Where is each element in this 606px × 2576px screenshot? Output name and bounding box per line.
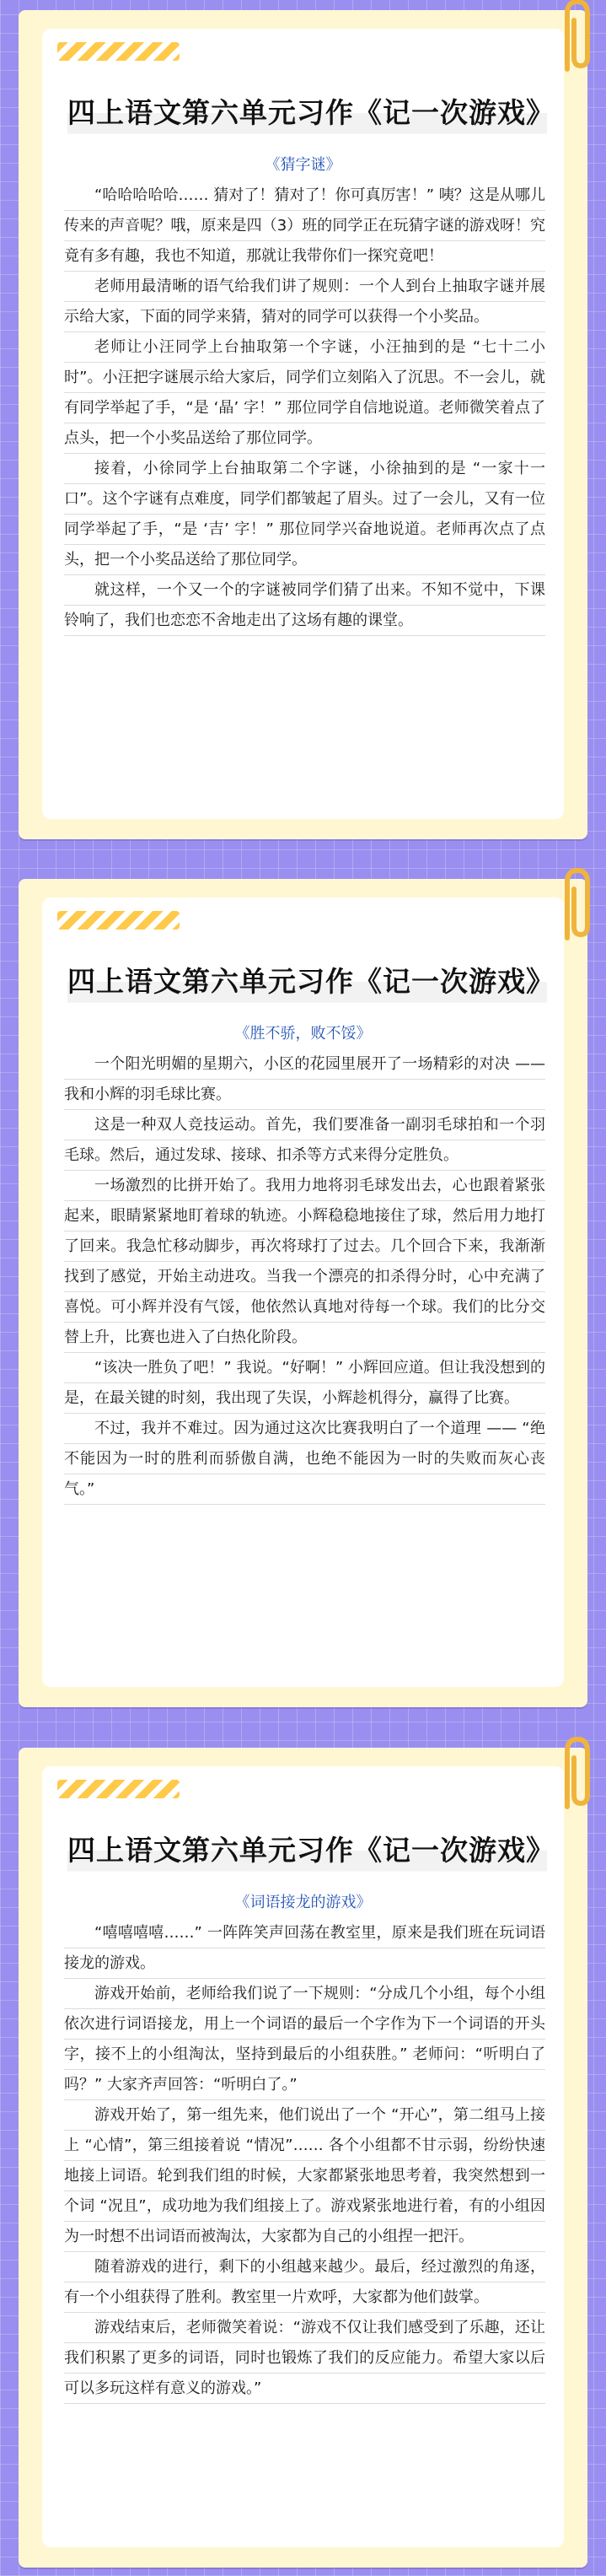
paperclip-icon <box>550 1733 604 1813</box>
essay-card-3 <box>19 1748 587 2568</box>
essay-paragraph: “嘻嘻嘻嘻……” 一阵阵笑声回荡在教室里，原来是我们班在玩词语接龙的游戏。 <box>64 1924 545 1972</box>
essay-paragraph: 不过，我并不难过。因为通过这次比赛我明白了一个道理 —— “绝不能因为一时的胜利而骄傲自满，也绝不能因为一时的失败而灰心丧气。” <box>64 1420 545 1498</box>
essay-paragraph: 就这样，一个又一个的字谜被同学们猜了出来。不知不觉中，下课铃响了，我们也恋恋不舍地走出了这场有趣的课堂。 <box>64 581 545 629</box>
paperclip-icon <box>550 864 604 945</box>
essay-body <box>64 181 545 636</box>
paperclip-icon <box>550 0 604 76</box>
essay-title: 四上语文第六单元习作《记一次游戏》 <box>67 86 547 140</box>
essay-paragraph: 这是一种双人竞技运动。首先，我们要准备一副羽毛球拍和一个羽毛球。然后，通过发球、接球、扣杀等方式来得分定胜负。 <box>64 1116 545 1164</box>
essay-paragraph: “该决一胜负了吧！” 我说。“好啊！” 小辉回应道。但让我没想到的是，在最关键的时刻，我出现了失误，小辉趁机得分，赢得了比赛。 <box>64 1359 545 1407</box>
decorative-stripes <box>57 1780 180 1798</box>
essay-subtitle: 《猜字谜》 <box>265 156 341 174</box>
essay-body <box>64 1049 545 1505</box>
essay-subtitle: 《词语接龙的游戏》 <box>234 1894 372 1911</box>
essay-paragraph: 一个阳光明媚的星期六，小区的花园里展开了一场精彩的对决 —— 我和小辉的羽毛球比赛。 <box>64 1055 545 1103</box>
essay-paragraph: 老师用最清晰的语气给我们讲了规则：一个人到台上抽取字谜并展示给大家，下面的同学来猜，猜对的同学可以获得一个小奖品。 <box>64 278 545 326</box>
essay-paragraph: 老师让小汪同学上台抽取第一个字谜，小汪抽到的是 “七十二小时”。小汪把字谜展示给大家后，同学们立刻陷入了沉思。不一会儿，就有同学举起了手，“是 ‘晶’ 字！” 那位同学自信地说道。老师微笑着点了点头，把一个小奖品送给了那位同学。 <box>64 338 545 447</box>
essay-sheet <box>42 897 564 1687</box>
decorative-stripes <box>57 911 180 930</box>
essay-paragraph: 接着，小徐同学上台抽取第二个字谜，小徐抽到的是 “一家十一口”。这个字谜有点难度，同学们都皱起了眉头。过了一会儿，又有一位同学举起了手，“是 ‘吉’ 字！” 那位同学兴奋地说道。老师再次点了点头，把一个小奖品送给了那位同学。 <box>64 460 545 569</box>
decorative-stripes <box>57 42 180 61</box>
essay-card-2 <box>19 879 587 1707</box>
essay-sheet <box>42 1766 564 2547</box>
essay-sheet <box>42 29 564 819</box>
essay-paragraph: 游戏开始了，第一组先来，他们说出了一个 “开心”，第二组马上接上 “心情”，第三组接着说 “情况”…… 各个小组都不甘示弱，纷纷快速地接上词语。轮到我们组的时候，大家都紧张地思考着，我突然想到一个词 “况且”，成功地为我们组接上了。游戏紧张地进行着，有的小组因为一时想不出词语而被淘汰，大家都为自己的小组捏一把汗。 <box>64 2106 545 2245</box>
essay-paragraph: 游戏开始前，老师给我们说了一下规则：“分成几个小组，每个小组依次进行词语接龙，用上一个词语的最后一个字作为下一个词语的开头字，接不上的小组淘汰，坚持到最后的小组获胜。” 老师问：“听明白了吗？” 大家齐声回答：“听明白了。” <box>64 1985 545 2094</box>
essay-paragraph: “哈哈哈哈哈…… 猜对了！猜对了！你可真厉害！” 咦？这是从哪儿传来的声音呢？哦，原来是四（3）班的同学正在玩猜字谜的游戏呀！究竟有多有趣，我也不知道，那就让我带你们一探究竟吧！ <box>64 186 545 265</box>
essay-body <box>64 1918 545 2404</box>
essay-paragraph: 游戏结束后，老师微笑着说：“游戏不仅让我们感受到了乐趣，还让我们积累了更多的词语，同时也锻炼了我们的反应能力。希望大家以后可以多玩这样有意义的游戏。” <box>64 2319 545 2397</box>
essay-title: 四上语文第六单元习作《记一次游戏》 <box>67 1824 547 1878</box>
essay-paragraph: 一场激烈的比拼开始了。我用力地将羽毛球发出去，心也跟着紧张起来，眼睛紧紧地盯着球的轨迹。小辉稳稳地接住了球，然后用力地打了回来。我急忙移动脚步，再次将球打了过去。几个回合下来，我渐渐找到了感觉，开始主动进攻。当我一个漂亮的扣杀得分时，心中充满了喜悦。可小辉并没有气馁，他依然认真地对待每一个球。我们的比分交替上升，比赛也进入了白热化阶段。 <box>64 1177 545 1346</box>
essay-subtitle: 《胜不骄，败不馁》 <box>234 1025 372 1043</box>
essay-paragraph: 随着游戏的进行，剩下的小组越来越少。最后，经过激烈的角逐，有一个小组获得了胜利。教室里一片欢呼，大家都为他们鼓掌。 <box>64 2258 545 2306</box>
essay-title: 四上语文第六单元习作《记一次游戏》 <box>67 955 547 1009</box>
essay-card-1 <box>19 10 587 839</box>
